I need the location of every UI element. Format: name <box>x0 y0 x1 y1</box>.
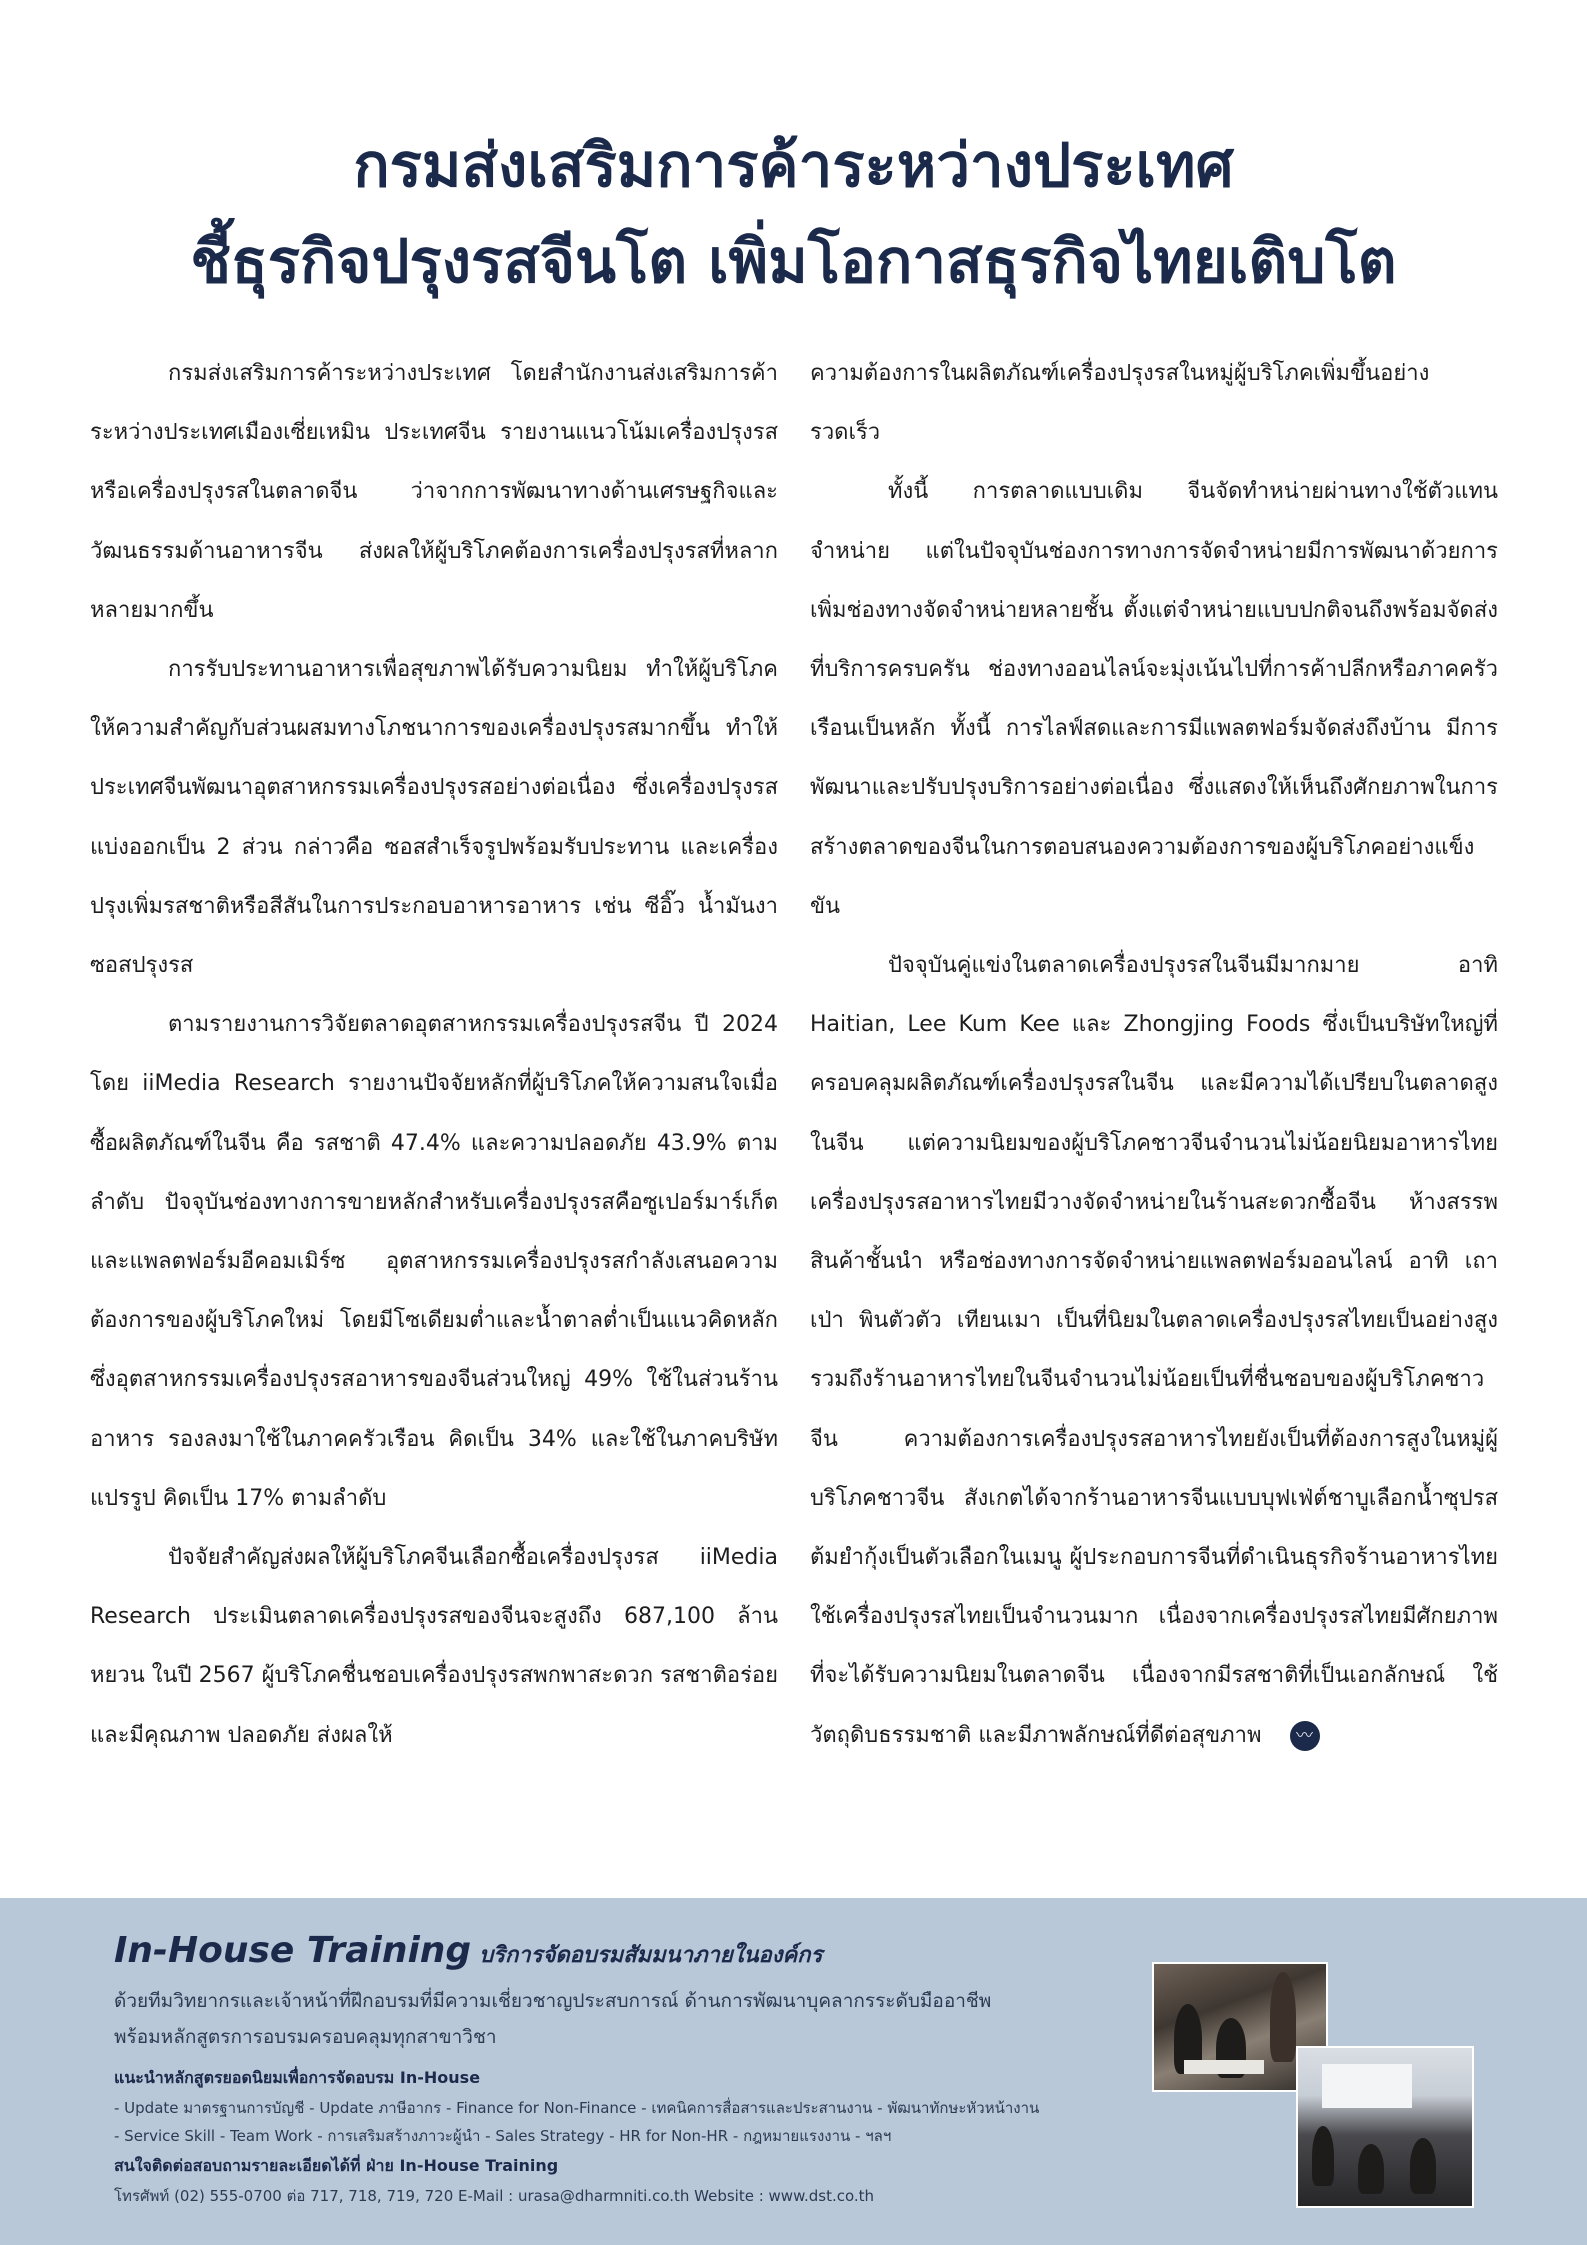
headline-line-1: กรมส่งเสริมการค้าระหว่างประเทศ <box>353 131 1234 201</box>
training-photo-2 <box>1296 2046 1474 2208</box>
banner-contact-heading: สนใจติดต่อสอบถามรายละเอียดได้ที่ ฝ่าย In-House Training <box>114 2156 559 2175</box>
banner-courses-heading: แนะนำหลักสูตรยอดนิยมเพื่อการจัดอบรม In-House <box>114 2068 481 2087</box>
article-paragraph: กรมส่งเสริมการค้าระหว่างประเทศ โดยสำนักงานส่งเสริมการค้าระหว่างประเทศเมืองเซี่ยเหมิน ประเทศจีน รายงานแนวโน้มเครื่องปรุงรสหรือเครื่องปรุงรสในตลาดจีน ว่าจากการพัฒนาทางด้านเศรษฐกิจและวัฒนธรรมด้านอาหารจีน ส่งผลให้ผู้บริโภคต้องการเครื่องปรุงรสที่หลากหลายมากขึ้น <box>90 361 778 623</box>
article-paragraph: ปัจจัยสำคัญส่งผลให้ผู้บริโภคจีนเลือกซื้อเครื่องปรุงรส iiMedia Research ประเมินตลาดเครื่องปรุงรสของจีนจะสูงถึง 687,100 ล้านหยวน ในปี 2567 ผู้บริโภคชื่นชอบเครื่องปรุงรสพกพาสะดวก รสชาติอร่อย และมีคุณภาพ ปลอดภัย ส่งผลให้ <box>90 1545 778 1748</box>
article-paragraph-continuation: ความต้องการในผลิตภัณฑ์เครื่องปรุงรสในหมู่ผู้บริโภคเพิ่มขึ้นอย่างรวดเร็ว <box>810 361 1430 446</box>
article-paragraph-text: ปัจจุบันคู่แข่งในตลาดเครื่องปรุงรสในจีนมีมากมาย อาทิ Haitian, Lee Kum Kee และ Zhongjing Foods ซึ่งเป็นบริษัทใหญ่ที่ครอบคลุมผลิตภัณฑ์เครื่องปรุงรสในจีน และมีความได้เปรียบในตลาดสูงในจีน แต่ความนิยมของผู้บริโภคชาวจีนจำนวนไม่น้อยนิยมอาหารไทย เครื่องปรุงรสอาหารไทยมีวางจัดจำหน่ายในร้านสะดวกซื้อจีน ห้างสรรพสินค้าชั้นนำ หรือช่องทางการจัดจำหน่ายแพลตฟอร์มออนไลน์ อาทิ เถาเป่า พินตัวตัว เทียนเมา เป็นที่นิยมในตลาดเครื่องปรุงรสไทยเป็นอย่างสูง รวมถึงร้านอาหารไทยในจีนจำนวนไม่น้อยเป็นที่ชื่นชอบของผู้บริโภคชาวจีน ความต้องการเครื่องปรุงรสอาหารไทยยังเป็นที่ต้องการสูงในหมู่ผู้บริโภคชาวจีน สังเกตได้จากร้านอาหารจีนแบบบุฟเฟ่ต์ชาบูเลือกน้ำซุปรสต้มยำกุ้งเป็นตัวเลือกในเมนู ผู้ประกอบการจีนที่ดำเนินธุรกิจร้านอาหารไทย ใช้เครื่องปรุงรสไทยเป็นจำนวนมาก เนื่องจากเครื่องปรุงรสไทยมีศักยภาพที่จะได้รับความนิยมในตลาดจีน เนื่องจากมีรสชาติที่เป็นเอกลักษณ์ ใช้วัตถุดิบธรรมชาติ และมีภาพลักษณ์ที่ดีต่อสุขภาพ <box>810 953 1498 1748</box>
banner-title-en: In-House Training <box>114 1930 472 1971</box>
banner-courses-line-1: - Update มาตรฐานการบัญชี - Update ภาษีอากร - Finance for Non-Finance - เทคนิคการสื่อสารและประสานงาน - พัฒนาทักษะหัวหน้างาน <box>114 2099 1040 2117</box>
headline <box>80 118 1507 310</box>
article-paragraph: ตามรายงานการวิจัยตลาดอุตสาหกรรมเครื่องปรุงรสจีน ปี 2024 โดย iiMedia Research รายงานปัจจัยหลักที่ผู้บริโภคให้ความสนใจเมื่อซื้อผลิตภัณฑ์ในจีน คือ รสชาติ 47.4% และความปลอดภัย 43.9% ตามลำดับ ปัจจุบันช่องทางการขายหลักสำหรับเครื่องปรุงรสคือซูเปอร์มาร์เก็ตและแพลตฟอร์มอีคอมเมิร์ซ อุตสาหกรรมเครื่องปรุงรสกำลังเสนอความต้องการของผู้บริโภคใหม่ โดยมีโซเดียมต่ำและน้ำตาลต่ำเป็นแนวคิดหลัก ซึ่งอุตสาหกรรมเครื่องปรุงรสอาหารของจีนส่วนใหญ่ 49% ใช้ในส่วนร้านอาหาร รองลงมาใช้ในภาคครัวเรือน คิดเป็น 34% และใช้ในภาคบริษัทแปรรูป คิดเป็น 17% ตามลำดับ <box>90 1012 778 1511</box>
banner-title <box>114 1930 822 1972</box>
banner-contact-line: โทรศัพท์ (02) 555-0700 ต่อ 717, 718, 719, 720 E-Mail : urasa@dharmniti.co.th Website : www.dst.co.th <box>114 2187 875 2205</box>
article-paragraph: ทั้งนี้ การตลาดแบบเดิม จีนจัดทำหน่ายผ่านทางใช้ตัวแทนจำหน่าย แต่ในปัจจุบันช่องการทางการจัดจำหน่ายมีการพัฒนาด้วยการเพิ่มช่องทางจัดจำหน่ายหลายชั้น ตั้งแต่จำหน่ายแบบปกติจนถึงพร้อมจัดส่งที่บริการครบครัน ช่องทางออนไลน์จะมุ่งเน้นไปที่การค้าปลีกหรือภาคครัวเรือนเป็นหลัก ทั้งนี้ การไลฟ์สดและการมีแพลตฟอร์มจัดส่งถึงบ้าน มีการพัฒนาและปรับปรุงบริการอย่างต่อเนื่อง ซึ่งแสดงให้เห็นถึงศักยภาพในการสร้างตลาดของจีนในการตอบสนองความต้องการของผู้บริโภคอย่างแข็งขัน <box>810 479 1498 919</box>
article-column-left <box>90 344 778 1765</box>
in-house-training-banner <box>0 1898 1587 2245</box>
banner-description-1: ด้วยทีมวิทยากรและเจ้าหน้าที่ฝึกอบรมที่มีความเชี่ยวชาญประสบการณ์ ด้านการพัฒนาบุคลากรระดับมืออาชีพ <box>114 1990 992 2012</box>
publisher-end-mark-icon: 〰 <box>1290 1721 1320 1751</box>
article-paragraph: การรับประทานอาหารเพื่อสุขภาพได้รับความนิยม ทำให้ผู้บริโภคให้ความสำคัญกับส่วนผสมทางโภชนาการของเครื่องปรุงรสมากขึ้น ทำให้ประเทศจีนพัฒนาอุตสาหกรรมเครื่องปรุงรสอย่างต่อเนื่อง ซึ่งเครื่องปรุงรสแบ่งออกเป็น 2 ส่วน กล่าวคือ ซอสสำเร็จรูปพร้อมรับประทาน และเครื่องปรุงเพิ่มรสชาติหรือสีสันในการประกอบอาหารอาหาร เช่น ซีอิ๊ว น้ำมันงา ซอสปรุงรส <box>90 657 778 979</box>
article-column-right <box>810 344 1498 1765</box>
headline-line-2: ชี้ธุรกิจปรุงรสจีนโต เพิ่มโอกาสธุรกิจไทยเติบโต <box>190 227 1397 297</box>
banner-description-2: พร้อมหลักสูตรการอบรมครอบคลุมทุกสาขาวิชา <box>114 2026 497 2048</box>
article-paragraph <box>810 936 1498 1765</box>
banner-courses-line-2: - Service Skill - Team Work - การเสริมสร้างภาวะผู้นำ - Sales Strategy - HR for Non-HR - กฎหมายแรงงาน - ฯลฯ <box>114 2127 892 2145</box>
banner-title-th: บริการจัดอบรมสัมมนาภายในองค์กร <box>479 1943 823 1968</box>
